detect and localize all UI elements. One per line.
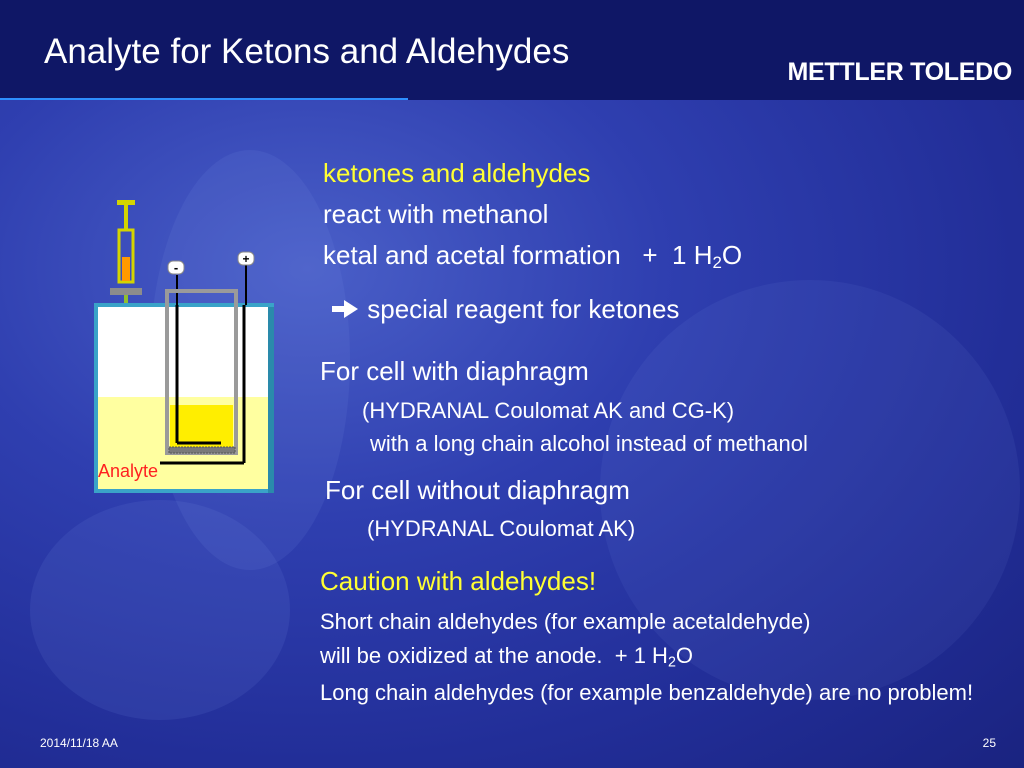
- text-hydranal-ak-cgk: (HYDRANAL Coulomat AK and CG-K): [362, 398, 735, 423]
- cell-outer-shadow: [268, 307, 274, 493]
- plus-sign: +: [242, 252, 250, 266]
- background-flask-shape: [30, 500, 290, 720]
- text-caution-aldehydes: Caution with aldehydes!: [320, 566, 597, 596]
- brand-logo-text: METTLER TOLEDO: [787, 58, 1012, 86]
- footer-date: 2014/11/18 AA: [40, 736, 118, 750]
- background-flask-shape: [600, 280, 1020, 700]
- text-short-chain-aldehydes: Short chain aldehydes (for example acetaldehyde): [320, 609, 811, 634]
- text-hydranal-ak: (HYDRANAL Coulomat AK): [367, 516, 636, 541]
- text-long-chain-aldehydes: Long chain aldehydes (for example benzaldehyde) are no problem!: [320, 680, 974, 705]
- header-divider-line: [0, 98, 408, 100]
- analyte-label: Analyte: [98, 461, 159, 481]
- text-ketones-aldehydes: ketones and aldehydes: [323, 158, 591, 188]
- syringe-base: [110, 288, 142, 295]
- text-ketal-acetal-formation: [323, 240, 742, 273]
- text-cell-with-diaphragm: For cell with diaphragm: [320, 356, 589, 386]
- oxidized-suffix: O: [675, 643, 694, 668]
- minus-sign: -: [173, 260, 179, 275]
- titration-cell-diagram: [90, 195, 290, 495]
- text-oxidized-anode: [320, 643, 693, 671]
- diaphragm: [169, 447, 235, 453]
- syringe-plunger-rod: [124, 205, 128, 230]
- ketal-formation-prefix: ketal and acetal formation + 1 H: [323, 240, 713, 270]
- text-long-chain-alcohol: with a long chain alcohol instead of methanol: [370, 431, 808, 456]
- special-reagent-label: special reagent for ketones: [367, 294, 680, 324]
- footer-page-number: 25: [982, 736, 996, 750]
- oxidized-prefix: will be oxidized at the anode. + 1 H: [320, 643, 668, 668]
- syringe-fill: [122, 257, 130, 281]
- slide-title: Analyte for Ketons and Aldehydes: [44, 32, 570, 71]
- oxidized-water-subscript: 2: [667, 654, 676, 671]
- text-special-reagent: [330, 294, 679, 325]
- syringe-plunger-cap: [117, 200, 135, 205]
- text-cell-without-diaphragm: For cell without diaphragm: [325, 475, 630, 505]
- water-subscript: 2: [712, 253, 722, 273]
- arrow-right-icon: [330, 298, 360, 320]
- ketal-formation-suffix: O: [721, 240, 743, 270]
- text-react-methanol: react with methanol: [323, 199, 549, 229]
